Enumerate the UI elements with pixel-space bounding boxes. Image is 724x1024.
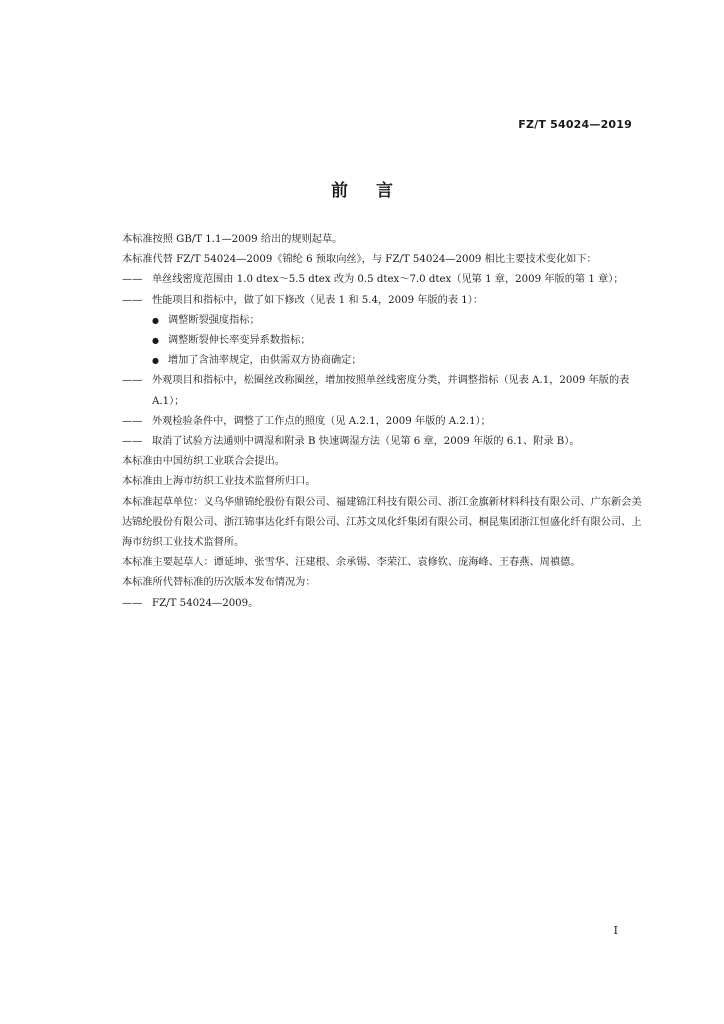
paragraph-replacement: 本标准代替 FZ/T 54024—2009《锦纶 6 预取向丝》，与 FZ/T 54024—2009 相比主要技术变化如下：: [122, 254, 597, 266]
history-item: [122, 594, 642, 614]
change-item: [122, 432, 642, 452]
paragraph-drafting-rules: 本标准按照 GB/T 1.1—2009 给出的规则起草。: [122, 234, 343, 245]
change-item: [122, 291, 642, 311]
change-item-text: 外观检验条件中，调整了工作点的照度（见 A.2.1，2009 年版的 A.2.1）；: [152, 415, 491, 427]
paragraph-drafting-units: 本标准起草单位：义乌华鼎锦纶股份有限公司、福建锦江科技有限公司、浙江金旗新材料科技有限公司、广东新会美达锦纶股份有限公司、浙江锦事达化纤有限公司、江苏文凤化纤集团有限公司、桐昆集团浙江恒盛化纤有限公司、上海市纺织工业技术监督所。: [122, 496, 642, 549]
dash-mark: ——: [122, 415, 143, 427]
bullet-icon: ●: [152, 336, 159, 346]
dash-mark: ——: [122, 274, 143, 286]
paragraph-drafters: 本标准主要起草人：谭延坤、张雪华、汪建根、余承锡、李荣江、袁修钦、庞海峰、王春燕、周禛德。: [122, 557, 581, 569]
paragraph-proposer: 本标准由中国纺织工业联合会提出。: [122, 456, 285, 468]
sub-change-item: [122, 331, 642, 351]
page-number: I: [613, 924, 618, 937]
sub-change-item-text: 调整断裂强度指标；: [168, 314, 260, 326]
dash-mark: ——: [122, 597, 143, 609]
bullet-icon: ●: [152, 315, 159, 325]
change-item-text: 性能项目和指标中，做了如下修改（见表 1 和 5.4，2009 年版的表 1）：: [152, 294, 484, 306]
foreword-body: [122, 230, 642, 614]
change-item-text: 取消了试验方法通则中调湿和附录 B 快速调湿方法（见第 6 章，2009 年版的 6.1、附录 B）。: [152, 436, 580, 448]
dash-mark: ——: [122, 436, 143, 448]
bullet-icon: ●: [152, 356, 159, 366]
paragraph-centralized-unit: 本标准由上海市纺织工业技术监督所归口。: [122, 476, 316, 488]
dash-mark: ——: [122, 294, 143, 306]
sub-change-item: [122, 311, 642, 331]
history-item-text: FZ/T 54024—2009。: [152, 597, 259, 609]
sub-change-item: [122, 351, 642, 371]
paragraph-history: 本标准所代替标准的历次版本发布情况为：: [122, 577, 316, 589]
dash-mark: ——: [122, 375, 143, 387]
page-title: 前言: [331, 181, 421, 201]
sub-change-item-text: 增加了含油率规定，由供需双方协商确定；: [168, 355, 362, 367]
document-code: FZ/T 54024—2019: [518, 118, 632, 131]
change-item: [122, 371, 642, 411]
sub-change-item-text: 调整断裂伸长率变异系数指标；: [168, 335, 311, 347]
change-item-text: 单丝线密度范围由 1.0 dtex～5.5 dtex 改为 0.5 dtex～7.0 dtex（见第 1 章，2009 年版的第 1 章）；: [152, 274, 624, 286]
change-item: [122, 270, 642, 290]
change-item: [122, 412, 642, 432]
change-item-text: 外观项目和指标中，松圈丝改称圈丝，增加按照单丝线密度分类，并调整指标（见表 A.1，2009 年版的表 A.1）；: [152, 375, 630, 407]
